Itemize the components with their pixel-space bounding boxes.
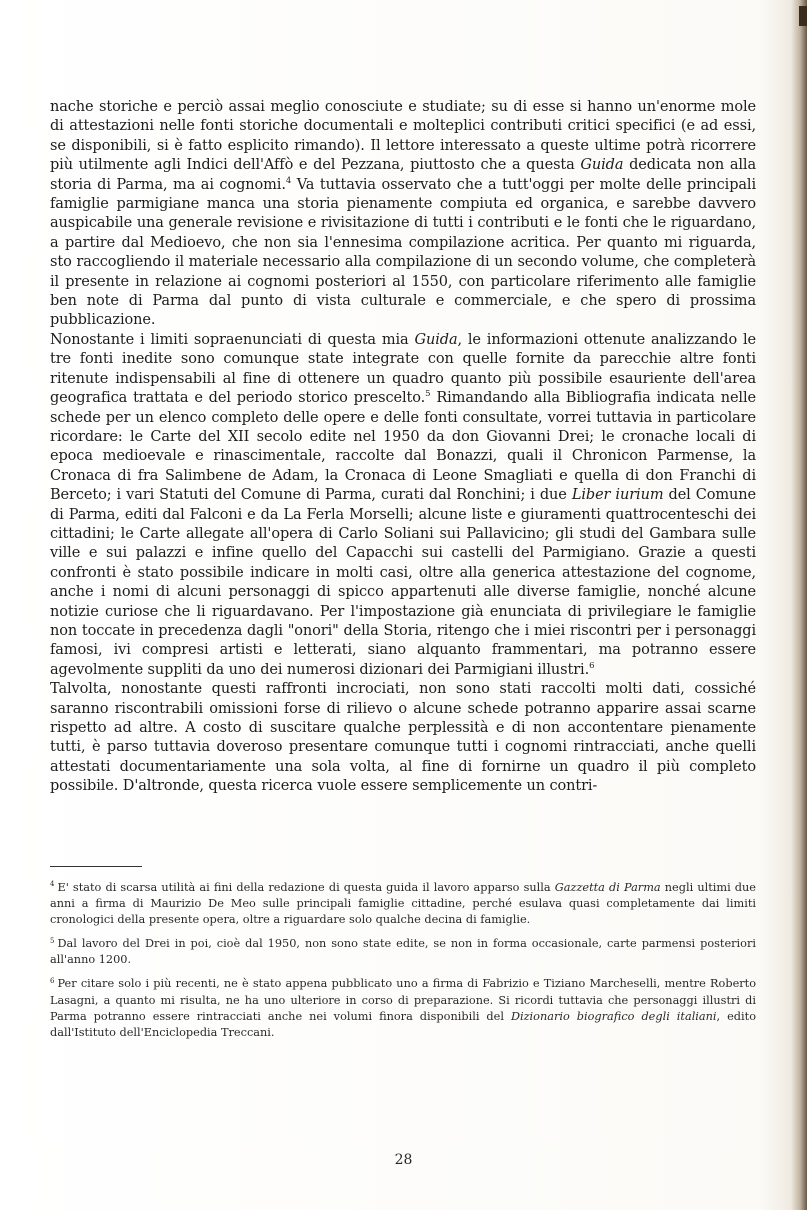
text-run: negli ultimi due anni a firma di Maurizio De Meo sulle principali famiglie cittadine, perché esulava quasi completamente dai limiti cronologici della presente opera, oltre a riguardare solo qualche decina di famiglie. [50, 881, 756, 927]
footnote-text [50, 977, 756, 1038]
body-paragraph [50, 680, 756, 796]
binding-mark [799, 6, 807, 26]
italic-text: Dizionario biografico degli italiani [510, 1009, 717, 1023]
text-run: Per citare solo i più recenti, ne è stato appena pubblicato uno a firma di Fabrizio e Tiziano Marcheselli, mentre Roberto Lasagni, a quanto mi risulta, ne ha uno ulteriore in corso di preparazione. Si ricordi tuttavia che personaggi illustri di Parma potranno essere rintracciati anche nei volumi finora disponibili del [50, 977, 756, 1023]
italic-text: Liber iurium [571, 487, 664, 504]
text-run: nache storiche e perciò assai meglio conosciute e studiate; su di esse si hanno un'enorme mole di attestazioni nelle fonti storiche documentali e molteplici contributi critici specifici (e ad essi, se disponibili, si è fatto esplicito rimando). Il lettore interessato a queste ultime potrà ricorrere più utilmente agli Indici dell'Affò e del Pezzana, piuttosto che a questa [50, 99, 756, 174]
text-run: , le informazioni ottenute analizzando le tre fonti inedite sono comunque state integrate con quelle fornite da parecchie altre fonti ritenute indispensabili al fine di ottenere un quadro quanto più possibile esauriente dell'area geografica trattata e del periodo storico prescelto. [50, 331, 756, 407]
footnote-number: 4 [50, 880, 55, 889]
footnote [50, 976, 756, 1040]
body-text [50, 98, 756, 797]
page-number: 28 [394, 1152, 413, 1168]
footnote [50, 936, 756, 968]
text-run: del Comune di Parma, editi dal Falconi e da La Ferla Morselli; alcune liste e giuramenti quattrocenteschi dei cittadini; le Carte allegate all'opera di Carlo Soliani sui Pallavicino; gli studi del Gambara sulle ville e sui palazzi e infine quello del Capacchi sui castelli del Parmigiano. Grazie a questi confronti è stato possibile indicare in molti casi, oltre alla generica attestazione del cognome, anche i nomi di alcuni personaggi di spicco appartenuti alle diverse famiglie, nonché alcune notizie curiose che li riguardavano. Per l'impostazione già enunciata di privilegiare le famiglie non toccate in precedenza dagli "onori" della Storia, ritengo che i miei riscontri per i personaggi famosi, ivi compresi artisti e letterati, siano alquanto frammentari, ma potranno essere agevolmente suppliti da uno dei numerosi dizionari dei Parmigiani illustri. [50, 487, 756, 678]
footnote-text [50, 937, 756, 966]
text-run: E' stato di scarsa utilità ai fini della redazione di questa guida il lavoro apparso sulla [57, 881, 555, 894]
footnote [50, 880, 756, 928]
footnotes [50, 880, 756, 1049]
italic-text: Guida [414, 331, 458, 348]
footnote-ref: 5 [425, 389, 431, 400]
text-run: Dal lavoro del Drei in poi, cioè dal 1950, non sono state edite, se non in forma occasionale, carte parmensi posteriori all'anno 1200. [50, 937, 756, 967]
text-run: , edito dall'Istituto dell'Enciclopedia Treccani. [50, 1009, 756, 1039]
footnote-separator [50, 866, 142, 867]
book-spine-shadow [791, 0, 807, 1210]
text-run: Va tuttavia osservato che a tutt'oggi per molte delle principali famiglie parmigiane manca una storia pienamente compiuta ed organica, e sarebbe davvero auspicabile una generale revisione e rivisitazione di tutti i contributi e le fonti che le riguardano, a partire dal Medioevo, che non sia l'ennesima compilazione acritica. Per quanto mi riguarda, sto raccogliendo il materiale necessario alla compilazione di un secondo volume, che completerà il presente in relazione ai cognomi posteriori al 1550, con particolare riferimento alle famiglie ben note di Parma dal punto di vista culturale e commerciale, e che spero di prossima pubblicazione. [50, 176, 756, 329]
body-paragraph [50, 98, 756, 331]
footnote-number: 5 [50, 936, 55, 945]
text-run: Rimandando alla Bibliografia indicata nelle schede per un elenco completo delle opere e delle fonti consultate, vorrei tuttavia in particolare ricordare: le Carte del XII secolo edite nel 1950 da don Giovanni Drei; le cronache locali di epoca medioevale e rinascimentale, raccolte dal Bonazzi, quali il Chronicon Parmense, la Cronaca di fra Salimbene de Adam, la Cronaca di Leone Smagliati e quella di don Franchi di Berceto; i vari Statuti del Comune di Parma, curati dal Ronchini; i due [50, 390, 756, 504]
text-run: dedicata non alla storia di Parma, ma ai cognomi. [50, 157, 756, 193]
footnote-ref: 6 [589, 660, 595, 671]
footnote-ref: 4 [285, 175, 292, 186]
body-paragraph [50, 331, 756, 680]
footnote-number: 6 [50, 976, 55, 985]
text-run: Talvolta, nonostante questi raffronti incrociati, non sono stati raccolti molti dati, cossiché saranno riscontrabili omissioni forse di rilievo o alcune schede potranno apparire assai scarne rispetto ad altre. A costo di suscitare qualche perplessità e di non accontentare pienamente tutti, è parso tuttavia doveroso presentare comunque tutti i cognomi rintracciati, anche quelli attestati documentariamente una sola volta, al fine di fornirne un quadro il più completo possibile. D'altronde, questa ricerca vuole essere semplicemente un contri- [50, 681, 756, 795]
text-run: Nonostante i limiti sopraenunciati di questa mia [50, 331, 415, 348]
italic-text: Guida [580, 157, 624, 174]
footnote-text [50, 881, 756, 926]
italic-text: Gazzetta di Parma [554, 881, 661, 894]
